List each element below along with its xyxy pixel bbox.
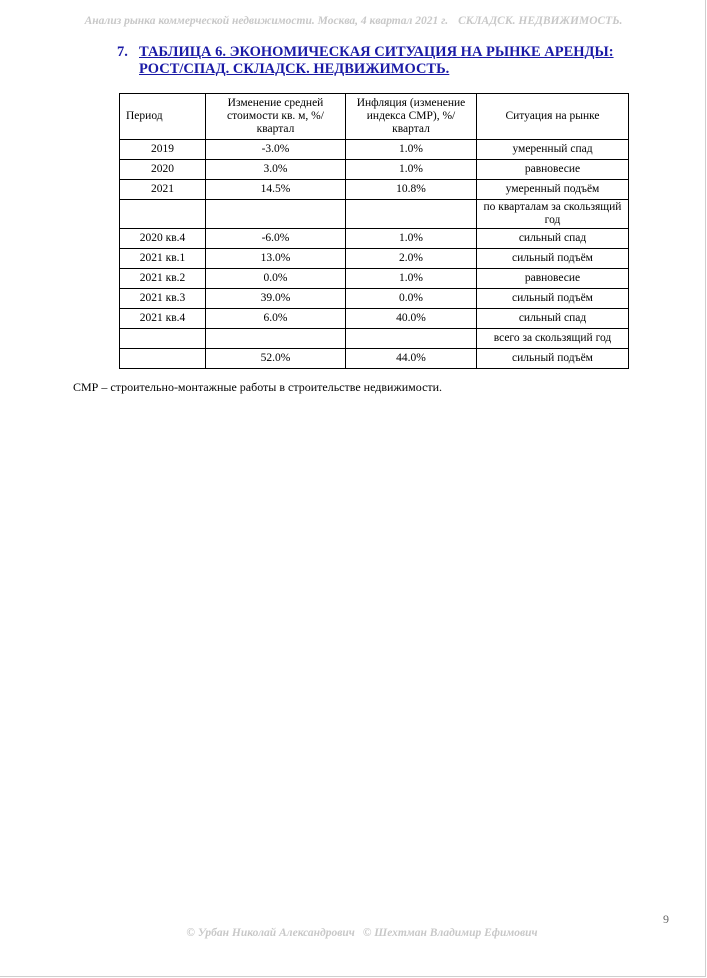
cell-inflation: 10.8%	[346, 180, 477, 200]
cell-price-change: 13.0%	[206, 249, 346, 269]
cell-inflation: 2.0%	[346, 249, 477, 269]
cell-price-change: 14.5%	[206, 180, 346, 200]
table-row	[120, 140, 629, 160]
cell-period: 2020	[120, 160, 206, 180]
page-number: 9	[663, 912, 669, 926]
cell-inflation: 0.0%	[346, 289, 477, 309]
footnote: СМР – строительно-монтажные работы в строительстве недвижимости.	[73, 380, 443, 394]
table-row	[120, 329, 629, 349]
cell-inflation	[346, 200, 477, 229]
cell-inflation: 40.0%	[346, 309, 477, 329]
cell-period: 2019	[120, 140, 206, 160]
table-row	[120, 349, 629, 369]
cell-period	[120, 200, 206, 229]
cell-period: 2021 кв.3	[120, 289, 206, 309]
cell-period: 2021	[120, 180, 206, 200]
cell-price-change: 6.0%	[206, 309, 346, 329]
cell-price-change	[206, 329, 346, 349]
cell-market-situation: сильный подъём	[477, 249, 629, 269]
cell-inflation: 44.0%	[346, 349, 477, 369]
cell-market-situation: сильный подъём	[477, 289, 629, 309]
cell-market-situation: умеренный спад	[477, 140, 629, 160]
footer-author-2: © Шехтман Владимир Ефимович	[362, 927, 538, 939]
section-title[interactable]: ТАБЛИЦА 6. ЭКОНОМИЧЕСКАЯ СИТУАЦИЯ НА РЫНКЕ АРЕНДЫ: РОСТ/СПАД. СКЛАДСК. НЕДВИЖИМОСТЬ.	[139, 44, 614, 77]
running-footer	[0, 927, 707, 939]
cell-price-change: 0.0%	[206, 269, 346, 289]
table-row	[120, 269, 629, 289]
table-row	[120, 180, 629, 200]
cell-inflation: 1.0%	[346, 229, 477, 249]
header-text: Анализ рынка коммерческой недвижимости. Москва, 4 квартал 2021 г.	[84, 15, 449, 27]
cell-price-change: -3.0%	[206, 140, 346, 160]
cell-period	[120, 349, 206, 369]
cell-market-situation: сильный спад	[477, 309, 629, 329]
table-row	[120, 249, 629, 269]
header-section: СКЛАДСК. НЕДВИЖИМОСТЬ.	[458, 15, 623, 27]
column-header-price-change: Изменение средней стоимости кв. м, %/ квартал	[206, 94, 346, 140]
table-row	[120, 229, 629, 249]
footer-author-1: © Урбан Николай Александрович	[186, 927, 355, 939]
column-header-period: Период	[120, 94, 206, 140]
cell-inflation	[346, 329, 477, 349]
cell-market-situation: по кварталам за скользящий год	[477, 200, 629, 229]
cell-price-change: 39.0%	[206, 289, 346, 309]
cell-market-situation: всего за скользящий год	[477, 329, 629, 349]
table-row	[120, 309, 629, 329]
cell-market-situation: равновесие	[477, 160, 629, 180]
section-heading	[117, 44, 627, 78]
cell-market-situation: сильный подъём	[477, 349, 629, 369]
cell-period: 2021 кв.2	[120, 269, 206, 289]
cell-price-change	[206, 200, 346, 229]
cell-period: 2020 кв.4	[120, 229, 206, 249]
column-header-inflation: Инфляция (изменение индекса СМР), %/ квартал	[346, 94, 477, 140]
cell-market-situation: умеренный подъём	[477, 180, 629, 200]
cell-period	[120, 329, 206, 349]
running-header	[0, 15, 707, 27]
cell-price-change: 52.0%	[206, 349, 346, 369]
cell-period: 2021 кв.1	[120, 249, 206, 269]
table-header-row	[120, 94, 629, 140]
column-header-market-situation: Ситуация на рынке	[477, 94, 629, 140]
cell-market-situation: равновесие	[477, 269, 629, 289]
cell-inflation: 1.0%	[346, 160, 477, 180]
table-row	[120, 289, 629, 309]
cell-price-change: -6.0%	[206, 229, 346, 249]
section-number: 7.	[117, 44, 128, 60]
market-situation-table	[119, 93, 629, 369]
cell-price-change: 3.0%	[206, 160, 346, 180]
cell-inflation: 1.0%	[346, 269, 477, 289]
table-row	[120, 160, 629, 180]
cell-inflation: 1.0%	[346, 140, 477, 160]
table-row	[120, 200, 629, 229]
cell-period: 2021 кв.4	[120, 309, 206, 329]
cell-market-situation: сильный спад	[477, 229, 629, 249]
